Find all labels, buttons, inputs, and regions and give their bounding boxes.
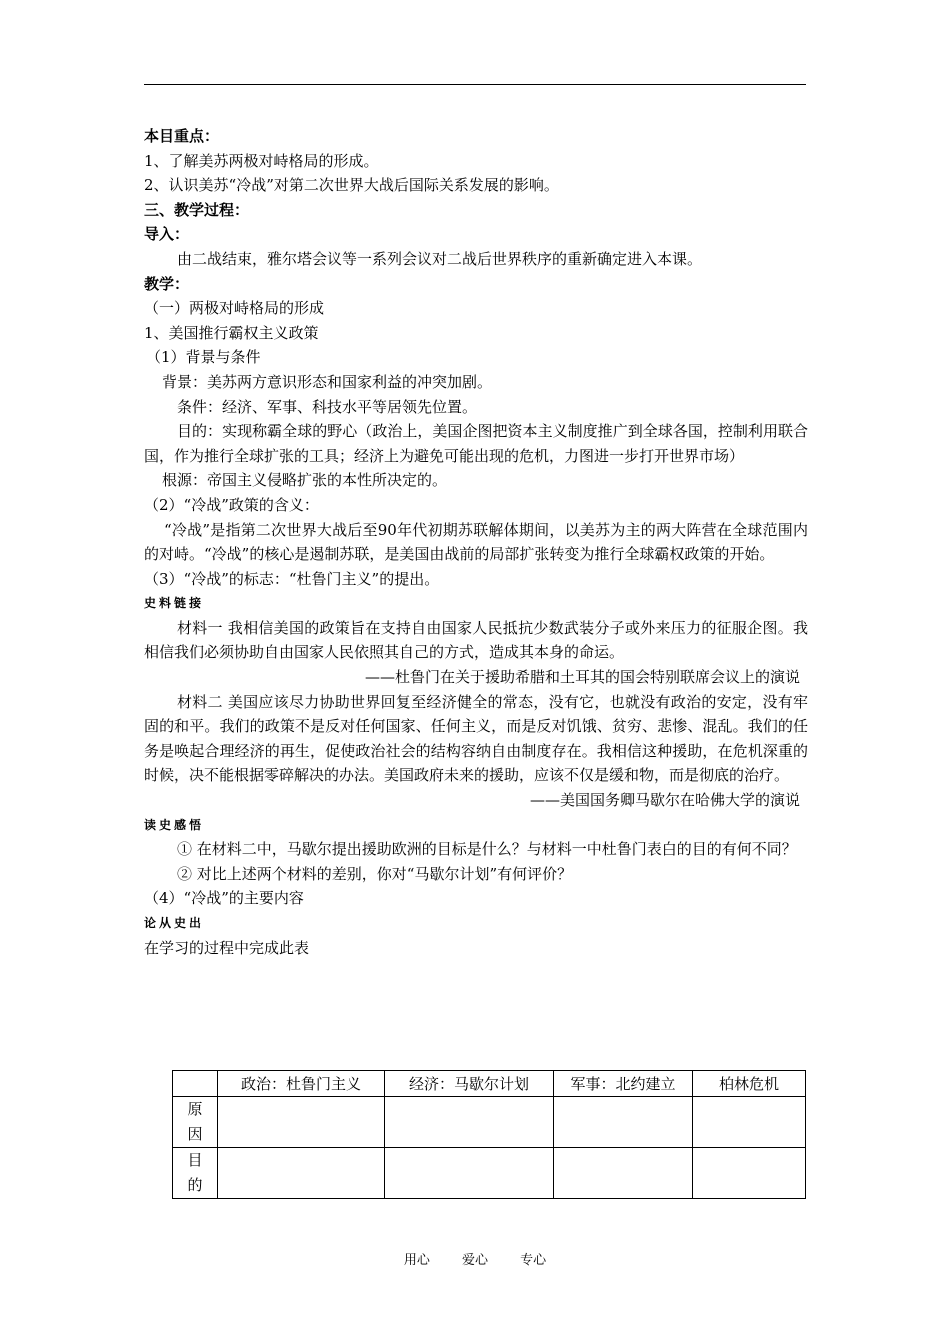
point-background: （1）背景与条件 [146, 348, 261, 367]
header-rule [144, 84, 806, 85]
label-reading-reflection: 读史感悟 [144, 817, 205, 832]
material-one: 材料一 我相信美国的政策旨在支持自由国家人民抵抗少数武装分子或外来压力的征服企图。我相信我们必须协助自由国家人民依照其自己的方式，造成其本身的命运。 [144, 618, 808, 662]
heading-intro: 导入： [144, 225, 190, 244]
point-cold-war-sign: （3）“冷战”的标志：“杜鲁门主义”的提出。 [144, 569, 440, 588]
key-point-2: 2、认识美苏“冷战”对第二次世界大战后国际关系发展的影响。 [144, 176, 559, 195]
column-header-economy: 经济：马歇尔计划 [385, 1071, 554, 1097]
table-header-row [173, 1071, 806, 1097]
row-label-purpose [173, 1148, 218, 1199]
material-two-source: ——美国国务卿马歇尔在哈佛大学的演说 [529, 791, 800, 810]
label-source-link: 史料链接 [144, 596, 205, 611]
question-2: ② 对比上述两个材料的差别，你对“马歇尔计划”有何评价？ [177, 864, 573, 883]
document-body [144, 124, 808, 960]
footer-text: 专心 [520, 1253, 547, 1268]
table-corner-cell [173, 1071, 218, 1097]
material-one-source: ——杜鲁门在关于援助希腊和土耳其的国会特别联席会议上的演说 [364, 668, 800, 687]
point-cold-war-meaning: （2）“冷战”政策的含义： [144, 495, 319, 514]
table-cell[interactable] [385, 1148, 554, 1199]
material-two: 材料二 美国应该尽力协助世界回复至经济健全的常态，没有它，也就没有政治的安定，没有牢固的和平。我们的政策不是反对任何国家、任何主义，而是反对饥饿、贫穷、悲惨、混乱。我们的任务是唤起合理经济的再生，促使政治社会的结构容纳自由制度存在。我相信这种援助，在危机深重的时候，决不能根据零碎解决的办法。美国政府未来的援助，应该不仅是缓和物，而是彻底的治疗。 [144, 692, 808, 785]
purpose-text: 目的：实现称霸全球的野心（政治上，美国企图把资本主义制度推广到全球各国，控制利用联合国，作为推行全球扩张的工具；经济上为避免可能出现的危机，力图进一步打开世界市场） [144, 422, 808, 465]
label-argument-from-history: 论从史出 [144, 916, 205, 930]
table-cell[interactable] [218, 1148, 385, 1199]
table-row [173, 1148, 806, 1199]
footer-text: 用心 [403, 1253, 430, 1268]
table-cell[interactable] [385, 1097, 554, 1148]
section-heading-process: 三、教学过程： [144, 200, 250, 219]
key-point-1: 1、了解美苏两极对峙格局的形成。 [144, 151, 379, 170]
row-label-char: 因 [187, 1125, 203, 1143]
table-cell[interactable] [218, 1097, 385, 1148]
background-text: 背景：美苏两方意识形态和国家利益的冲突加剧。 [162, 372, 493, 391]
point-cold-war-content: （4）“冷战”的主要内容 [144, 889, 304, 908]
section-heading-key-points: 本目重点： [144, 127, 220, 145]
column-header-politics: 政治：杜鲁门主义 [218, 1071, 385, 1097]
topic-1: 1、美国推行霸权主义政策 [144, 323, 319, 342]
row-label-cause [173, 1097, 218, 1148]
summary-table [172, 1070, 806, 1199]
conditions-text: 条件：经济、军事、科技水平等居领先位置。 [177, 397, 478, 416]
intro-text: 由二战结束，雅尔塔会议等一系列会议对二战后世界秩序的重新确定进入本课。 [177, 249, 703, 268]
root-cause-text: 根源：帝国主义侵略扩张的本性所决定的。 [162, 471, 448, 490]
cold-war-definition: “冷战”是指第二次世界大战后至90年代初期苏联解体期间，以美苏为主的两大阵营在全球范围内的对峙。“冷战”的核心是遏制苏联，是美国由战前的局部扩张转变为推行全球霸权政策的开始。 [144, 520, 808, 564]
question-1: ① 在材料二中，马歇尔提出援助欧洲的目标是什么？与材料一中杜鲁门表白的目的有何不同？ [177, 840, 797, 859]
row-label-char: 的 [187, 1176, 203, 1194]
table-cell[interactable] [554, 1148, 693, 1199]
row-label-char: 目 [187, 1151, 203, 1169]
table-cell[interactable] [693, 1097, 806, 1148]
table-cell[interactable] [554, 1097, 693, 1148]
heading-teaching: 教学： [144, 274, 190, 293]
page-footer [0, 1249, 950, 1268]
table-instruction: 在学习的过程中完成此表 [144, 938, 310, 957]
subsection-1: （一）两极对峙格局的形成 [144, 299, 325, 318]
row-label-char: 原 [187, 1100, 203, 1118]
column-header-berlin-crisis: 柏林危机 [693, 1071, 806, 1097]
column-header-military: 军事：北约建立 [554, 1071, 693, 1097]
footer-text: 爱心 [461, 1253, 488, 1268]
table-row [173, 1097, 806, 1148]
table-cell[interactable] [693, 1148, 806, 1199]
